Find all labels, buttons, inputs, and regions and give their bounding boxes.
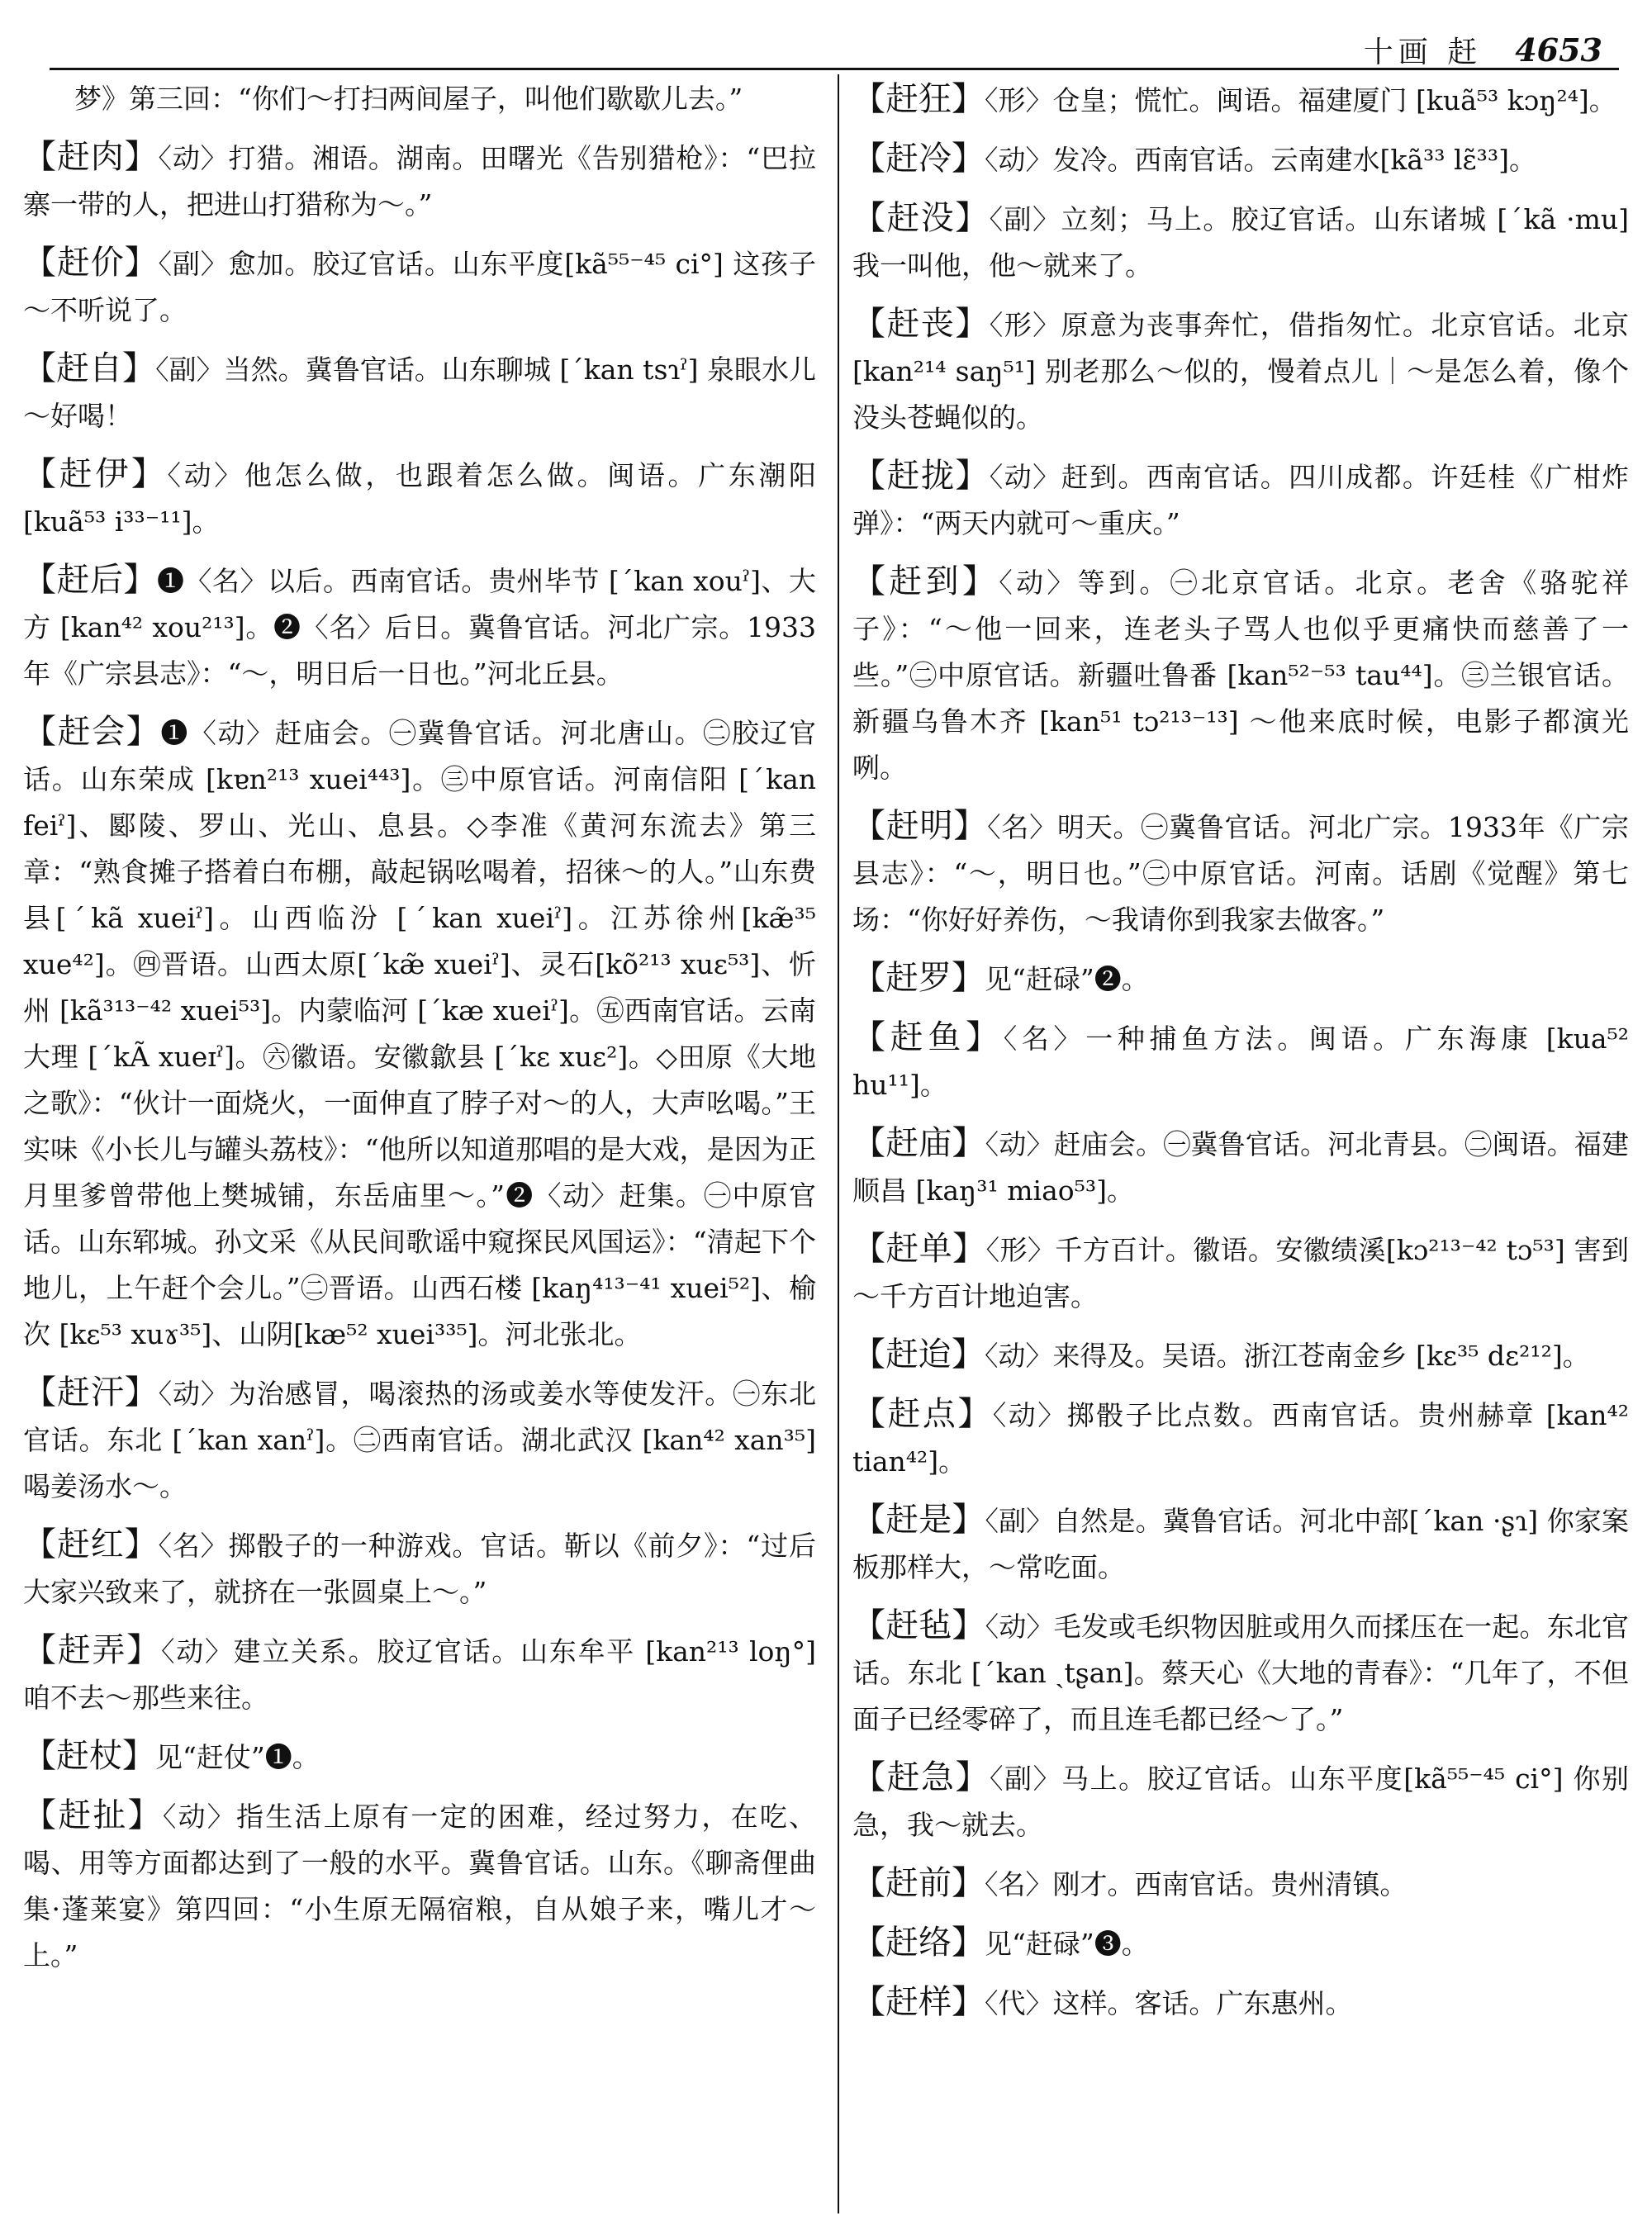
page-number: 4653	[1515, 31, 1602, 69]
entry-text: ❶〈动〉赶庙会。㊀冀鲁官话。河北唐山。㊁胶辽官话。山东荣成 [kɐn²¹³ xuei⁴⁴³]。㊂中原官话。河南信阳 [ˊkan feiˀ]、郾陵、罗山、光山、息县。◇李准《黄河东流去》第三章：“熟食摊子搭着白布棚，敲起锅吆喝着，招徕～的人。”山东费县[ˊkã xueiˀ]。山西临汾 [ˊkan xueiˀ]。江苏徐州[kæ̃³⁵ xue⁴²]。㊃晋语。山西太原[ˊkæ̃ xueiˀ]、灵石[kõ²¹³ xuɛ⁵³]、忻州 [kã³¹³⁻⁴² xuei⁵³]。内蒙临河 [ˊkæ xueiˀ]。㊄西南官话。云南大理 [ˊkÃ xueɪˀ]。㊅徽语。安徽歙县 [ˊkɛ xuɛ²]。◇田原《大地之歌》：“伙计一面烧火，一面伸直了脖子对～的人，大声吆喝。”王实味《小长儿与罐头荔枝》：“他所以知道那唱的是大戏，是因为正月里爹曾带他上樊城铺，东岳庙里～。”❷〈动〉赶集。㊀中原官话。山东郓城。孙文采《从民间歌谣中窥探民风国运》：“清起下个地儿，上午赶个会儿。”㊁晋语。山西石楼 [kaŋ⁴¹³⁻⁴¹ xuei⁵²]、榆次 [kɛ⁵³ xuɤ³⁵]、山阴[kæ⁵² xuei³³⁵]。河北张北。	[23, 717, 816, 1350]
dictionary-entry	[852, 1391, 1629, 1485]
entry-text: 〈名〉明天。㊀冀鲁官话。河北广宗。1933年《广宗县志》：“～，明日也。”㊁中原官话。河南。话剧《觉醒》第七场：“你好好养伤，～我请你到我家去做客。”	[852, 811, 1629, 936]
dictionary-entry	[852, 1602, 1629, 1743]
entry-text: 〈名〉一种捕鱼方法。闽语。广东海康 [kua⁵² hu¹¹]。	[852, 1022, 1629, 1101]
entry-headword: 【赶络】	[852, 1924, 985, 1962]
entry-text: 〈形〉千方百计。徽语。安徽绩溪[kɔ²¹³⁻⁴² tɔ⁵³] 害到～千方百计地迫害。	[852, 1234, 1629, 1312]
dictionary-entry	[852, 1226, 1629, 1320]
entry-headword: 【赶弄】	[23, 1631, 161, 1669]
entry-text: 〈动〉赶庙会。㊀冀鲁官话。河北青县。㊁闽语。福建顺昌 [kaŋ³¹ miao⁵³]。	[852, 1128, 1629, 1207]
entry-text: 〈动〉掷骰子比点数。西南官话。贵州赫章 [kan⁴² tian⁴²]。	[852, 1399, 1629, 1478]
right-column	[852, 76, 1629, 2222]
entry-text: 见“赶仗”❶。	[155, 1741, 320, 1773]
dictionary-entry	[23, 345, 816, 439]
dictionary-entry	[852, 558, 1629, 791]
entry-continuation	[23, 76, 816, 122]
entry-headword: 【赶到】	[852, 562, 999, 600]
column-divider	[838, 74, 839, 2213]
entry-headword: 【赶肉】	[23, 138, 159, 176]
entry-text: 梦》第三回：“你们～打扫两间屋子，叫他们歇歇儿去。”	[74, 83, 743, 115]
entry-headword: 【赶迨】	[852, 1336, 985, 1374]
entry-headword: 【赶点】	[852, 1395, 993, 1433]
dictionary-entry	[23, 1792, 816, 1979]
entry-headword: 【赶冷】	[852, 140, 985, 178]
dictionary-entry	[852, 1979, 1629, 2027]
entry-text: 〈形〉原意为丧事奔忙，借指匆忙。北京官话。北京 [kan²¹⁴ saŋ⁵¹] 别老那么～似的，慢着点儿｜～是怎么着，像个没头苍蝇似的。	[852, 309, 1629, 434]
entry-headword: 【赶扯】	[23, 1796, 163, 1834]
dictionary-entry	[23, 134, 816, 228]
entry-text: 〈动〉等到。㊀北京官话。北京。老舍《骆驼祥子》：“～他一回来，连老头子骂人也似乎更痛快而慈善了一些。”㊁中原官话。新疆吐鲁番 [kan⁵²⁻⁵³ tau⁴⁴]。㊂兰银官话。新疆乌鲁木齐 [kan⁵¹ tɔ²¹³⁻¹³] ～他来底时候，电影子都演光咧。	[852, 567, 1629, 784]
header-rule	[50, 68, 1619, 70]
entry-text: 〈名〉刚才。西南官话。贵州清镇。	[985, 1868, 1408, 1900]
entry-headword: 【赶明】	[852, 807, 988, 845]
entry-text: 〈副〉自然是。冀鲁官话。河北中部[ˊkan ·ʂɿ] 你家案板那样大，～常吃面。	[852, 1505, 1629, 1583]
entry-text: 〈动〉发冷。西南官话。云南建水[kã³³ lɛ̃³³]。	[985, 144, 1536, 176]
entry-headword: 【赶伊】	[23, 455, 168, 493]
dictionary-entry	[852, 803, 1629, 943]
entry-headword: 【赶没】	[852, 199, 990, 237]
entry-headword: 【赶会】	[23, 713, 161, 751]
dictionary-entry	[852, 1860, 1629, 1908]
entry-text: 〈动〉为治感冒，喝滚热的汤或姜水等使发汗。㊀东北官话。东北 [ˊkan xanˀ]。㊁西南官话。湖北武汉 [kan⁴² xan³⁵] 喝姜汤水～。	[23, 1378, 816, 1502]
entry-text: 〈副〉马上。胶辽官话。山东平度[kã⁵⁵⁻⁴⁵ ci°] 你别急，我～就去。	[852, 1763, 1629, 1841]
dictionary-entry	[23, 451, 816, 545]
entry-headword: 【赶毡】	[852, 1606, 985, 1644]
dictionary-entry	[852, 1919, 1629, 1967]
entry-headword: 【赶狂】	[852, 80, 985, 118]
dictionary-entry	[852, 1014, 1629, 1108]
entry-headword: 【赶罗】	[852, 959, 985, 997]
entry-headword: 【赶拢】	[852, 457, 990, 495]
entry-text: 〈动〉他怎么做，也跟着怎么做。闽语。广东潮阳 [kuã⁵³ i³³⁻¹¹]。	[23, 459, 816, 538]
entry-headword: 【赶丧】	[852, 305, 990, 343]
entry-text: 见“赶碌”❷。	[985, 963, 1149, 995]
dictionary-entry	[852, 1120, 1629, 1214]
dictionary-entry	[852, 76, 1629, 124]
entry-text: 〈动〉建立关系。胶辽官话。山东牟平 [kan²¹³ loŋ°] 咱不去～那些来往。	[23, 1635, 816, 1714]
dictionary-entry	[852, 1331, 1629, 1379]
dictionary-entry	[23, 557, 816, 697]
entry-headword: 【赶急】	[852, 1758, 990, 1796]
entry-text: 〈动〉打猎。湘语。湖南。田曙光《告别猎枪》：“巴拉寨一带的人，把进山打猎称为～。”	[23, 142, 816, 221]
entry-headword: 【赶汗】	[23, 1374, 159, 1412]
dictionary-entry	[852, 955, 1629, 1003]
dictionary-entry	[852, 301, 1629, 441]
entry-text: 见“赶碌”❸。	[985, 1928, 1149, 1960]
dictionary-entry	[852, 135, 1629, 183]
dictionary-entry	[852, 1497, 1629, 1591]
entry-text: 〈代〉这样。客话。广东惠州。	[985, 1987, 1353, 2019]
entry-headword: 【赶后】	[23, 561, 157, 599]
dictionary-entry	[23, 1369, 816, 1510]
dictionary-entry	[23, 709, 816, 1358]
entry-text: 〈副〉立刻；马上。胶辽官话。山东诸城 [ˊkã ·mu] 我一叫他，他～就来了。	[852, 203, 1629, 282]
entry-text: 〈副〉当然。冀鲁官话。山东聊城 [ˊkan tsɿˀ] 泉眼水儿～好喝！	[23, 353, 816, 432]
entry-headword: 【赶杖】	[23, 1737, 155, 1775]
dictionary-entry	[852, 195, 1629, 289]
dictionary-entry	[852, 1754, 1629, 1848]
dictionary-entry	[23, 1733, 816, 1781]
dictionary-entry	[23, 1627, 816, 1721]
entry-text: ❶〈名〉以后。西南官话。贵州毕节 [ˊkan xouˀ]、大方 [kan⁴² xou²¹³]。❷〈名〉后日。冀鲁官话。河北广宗。1933年《广宗县志》：“～，明日后一日也。”河北丘县。	[23, 565, 816, 690]
section-heading: 十画 赶	[1363, 35, 1483, 69]
entry-text: 〈名〉掷骰子的一种游戏。官话。靳以《前夕》：“过后大家兴致来了，就挤在一张圆桌上～。”	[23, 1530, 816, 1608]
entry-text: 〈动〉来得及。吴语。浙江苍南金乡 [kɛ³⁵ dɛ²¹²]。	[985, 1340, 1590, 1372]
entry-text: 〈动〉指生活上原有一定的困难，经过努力，在吃、喝、用等方面都达到了一般的水平。冀鲁官话。山东。《聊斋俚曲集·蓬莱宴》第四回：“小生原无隔宿粮，自从娘子来，嘴儿才～上。”	[23, 1801, 816, 1971]
entry-headword: 【赶鱼】	[852, 1018, 1004, 1056]
entry-text: 〈动〉赶到。西南官话。四川成都。许廷桂《广柑炸弹》：“两天内就可～重庆。”	[852, 461, 1629, 539]
entry-headword: 【赶样】	[852, 1983, 985, 2021]
dictionary-entry	[852, 453, 1629, 547]
entry-headword: 【赶红】	[23, 1525, 159, 1563]
entry-headword: 【赶是】	[852, 1501, 985, 1539]
dictionary-entry	[23, 1521, 816, 1616]
dictionary-entry	[23, 240, 816, 334]
entry-headword: 【赶庙】	[852, 1124, 985, 1162]
entry-headword: 【赶自】	[23, 349, 156, 387]
entry-headword: 【赶价】	[23, 244, 159, 282]
page-header	[1364, 25, 1602, 74]
entry-headword: 【赶单】	[852, 1230, 986, 1268]
entry-headword: 【赶前】	[852, 1864, 985, 1902]
left-column	[23, 76, 816, 2222]
entry-text: 〈动〉毛发或毛织物因脏或用久而揉压在一起。东北官话。东北 [ˊkan ˏtʂan]。蔡天心《大地的青春》：“几年了，不但面子已经零碎了，而且连毛都已经～了。”	[852, 1611, 1629, 1735]
entry-text: 〈副〉愈加。胶辽官话。山东平度[kã⁵⁵⁻⁴⁵ ci°] 这孩子～不听说了。	[23, 248, 816, 326]
entry-text: 〈形〉仓皇；慌忙。闽语。福建厦门 [kuã⁵³ kɔŋ²⁴]。	[985, 84, 1616, 116]
